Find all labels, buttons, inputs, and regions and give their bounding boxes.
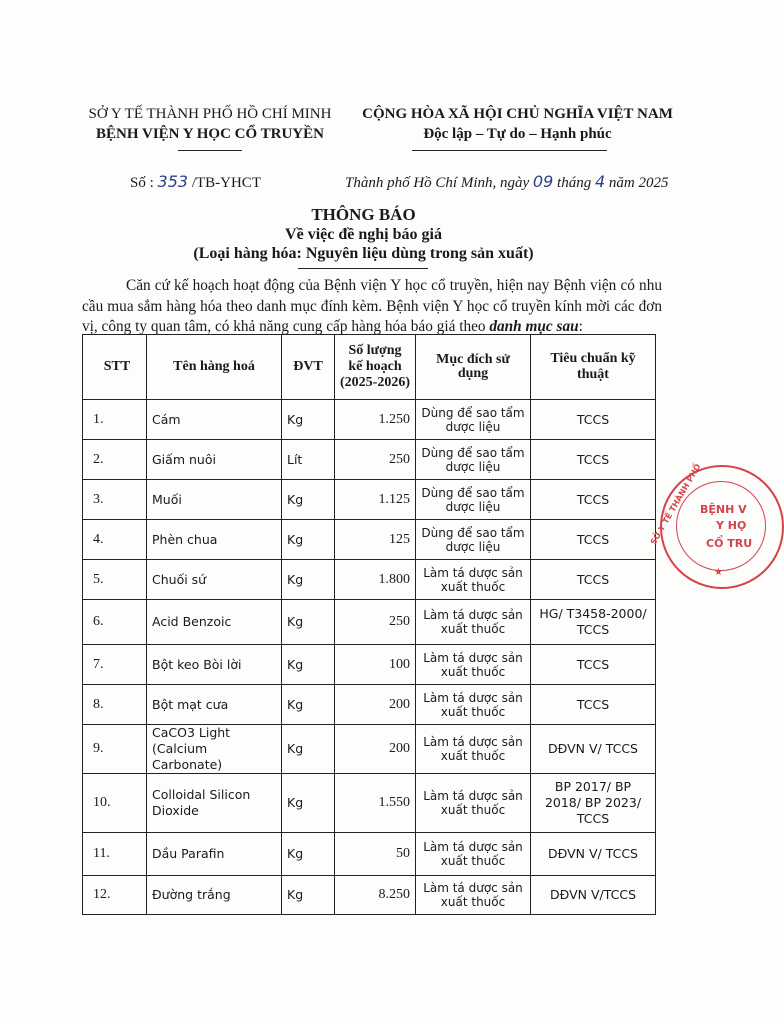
title-underline xyxy=(298,268,428,269)
seal-line-1: BỆNH V xyxy=(700,503,747,516)
col-header-qty: Số lượng kế hoạch (2025-2026) xyxy=(335,335,416,400)
goods-table xyxy=(82,334,656,915)
cell-unit: Kg xyxy=(282,480,335,520)
cell-name: Giấm nuôi xyxy=(147,440,282,480)
cell-unit: Kg xyxy=(282,600,335,645)
table-row xyxy=(83,725,656,774)
cell-name: Phèn chua xyxy=(147,520,282,560)
cell-purpose: Làm tá dược sản xuất thuốc xyxy=(416,600,531,645)
cell-qty: 1.550 xyxy=(335,774,416,833)
cell-purpose: Làm tá dược sản xuất thuốc xyxy=(416,774,531,833)
cell-stt: 6. xyxy=(83,600,147,645)
cell-qty: 100 xyxy=(335,645,416,685)
document-number: Số : 353 /TB-YHCT xyxy=(130,172,261,191)
cell-name: Muối xyxy=(147,480,282,520)
table-header-row xyxy=(83,335,656,400)
cell-standard: HG/ T3458-2000/ TCCS xyxy=(531,600,656,645)
table-row xyxy=(83,400,656,440)
intro-paragraph: Căn cứ kế hoạch hoạt động của Bệnh viện Y học cổ truyền, hiện nay Bệnh viện có nhu cầu mua sắm hàng hóa theo danh mục đính kèm. Bệnh viện Y học cổ truyền kính mời các đơn vị, công ty quan tâm, có khả năng cung cấp hàng hóa báo giá theo danh mục sau: xyxy=(82,277,662,335)
table-row xyxy=(83,600,656,645)
cell-name: Bột mạt cưa xyxy=(147,685,282,725)
cell-qty: 8.250 xyxy=(335,876,416,915)
national-header xyxy=(340,104,695,144)
cell-name: Dầu Parafin xyxy=(147,833,282,876)
cell-purpose: Làm tá dược sản xuất thuốc xyxy=(416,725,531,774)
cell-name: Colloidal Silicon Dioxide xyxy=(147,774,282,833)
cell-stt: 8. xyxy=(83,685,147,725)
cell-unit: Kg xyxy=(282,645,335,685)
cell-stt: 2. xyxy=(83,440,147,480)
table-row xyxy=(83,480,656,520)
cell-standard: TCCS xyxy=(531,645,656,685)
country-name: CỘNG HÒA XÃ HỘI CHỦ NGHĨA VIỆT NAM xyxy=(362,106,673,122)
cell-name: Chuối sứ xyxy=(147,560,282,600)
col-header-name: Tên hàng hoá xyxy=(147,335,282,400)
cell-standard: TCCS xyxy=(531,480,656,520)
cell-stt: 10. xyxy=(83,774,147,833)
col-header-purpose: Mục đích sử dụng xyxy=(416,335,531,400)
cell-unit: Kg xyxy=(282,774,335,833)
cell-stt: 5. xyxy=(83,560,147,600)
table-row xyxy=(83,560,656,600)
cell-purpose: Làm tá dược sản xuất thuốc xyxy=(416,645,531,685)
date-line: Thành phố Hồ Chí Minh, ngày 09 tháng 4 năm 2025 xyxy=(345,172,669,191)
cell-qty: 250 xyxy=(335,440,416,480)
handwritten-number: 353 xyxy=(157,172,189,191)
cell-standard: DĐVN V/TCCS xyxy=(531,876,656,915)
cell-unit: Kg xyxy=(282,725,335,774)
ministry-name: SỞ Y TẾ THÀNH PHỐ HỒ CHÍ MINH xyxy=(88,106,332,122)
cell-standard: TCCS xyxy=(531,560,656,600)
cell-unit: Kg xyxy=(282,876,335,915)
cell-qty: 200 xyxy=(335,685,416,725)
table-row xyxy=(83,833,656,876)
motto: Độc lập – Tự do – Hạnh phúc xyxy=(423,126,612,142)
cell-stt: 12. xyxy=(83,876,147,915)
cell-qty: 125 xyxy=(335,520,416,560)
cell-name: Cám xyxy=(147,400,282,440)
seal-line-2: Y HỌ xyxy=(716,519,747,532)
cell-standard: TCCS xyxy=(531,685,656,725)
cell-name: Acid Benzoic xyxy=(147,600,282,645)
handwritten-month: 4 xyxy=(594,172,606,191)
official-seal xyxy=(648,462,784,589)
cell-qty: 1.250 xyxy=(335,400,416,440)
cell-unit: Kg xyxy=(282,685,335,725)
header-left-underline xyxy=(178,150,242,151)
cell-purpose: Làm tá dược sản xuất thuốc xyxy=(416,876,531,915)
agency-header xyxy=(60,104,360,144)
cell-stt: 1. xyxy=(83,400,147,440)
col-header-unit: ĐVT xyxy=(282,335,335,400)
cell-purpose: Dùng để sao tẩm dược liệu xyxy=(416,480,531,520)
cell-qty: 200 xyxy=(335,725,416,774)
col-header-stt: STT xyxy=(83,335,147,400)
cell-unit: Kg xyxy=(282,520,335,560)
cell-qty: 1.800 xyxy=(335,560,416,600)
cell-purpose: Làm tá dược sản xuất thuốc xyxy=(416,685,531,725)
cell-standard: BP 2017/ BP 2018/ BP 2023/ TCCS xyxy=(531,774,656,833)
cell-name: CaCO3 Light (Calcium Carbonate) xyxy=(147,725,282,774)
seal-star-icon: ★ xyxy=(714,567,723,578)
cell-qty: 250 xyxy=(335,600,416,645)
cell-stt: 9. xyxy=(83,725,147,774)
document-category: (Loại hàng hóa: Nguyên liệu dùng trong sản xuất) xyxy=(193,245,534,262)
cell-unit: Lít xyxy=(282,440,335,480)
cell-stt: 3. xyxy=(83,480,147,520)
cell-stt: 7. xyxy=(83,645,147,685)
table-row xyxy=(83,685,656,725)
table-row xyxy=(83,774,656,833)
handwritten-day: 09 xyxy=(532,172,554,191)
seal-ring-text: SỞ Y TẾ THÀNH PHỐ xyxy=(648,462,703,547)
cell-purpose: Làm tá dược sản xuất thuốc xyxy=(416,833,531,876)
cell-purpose: Làm tá dược sản xuất thuốc xyxy=(416,560,531,600)
cell-unit: Kg xyxy=(282,833,335,876)
cell-qty: 50 xyxy=(335,833,416,876)
cell-purpose: Dùng để sao tẩm dược liệu xyxy=(416,520,531,560)
table-row xyxy=(83,876,656,915)
cell-name: Bột keo Bòi lời xyxy=(147,645,282,685)
cell-name: Đường trắng xyxy=(147,876,282,915)
hospital-name: BỆNH VIỆN Y HỌC CỔ TRUYỀN xyxy=(96,126,324,142)
document-subtitle: Về việc đề nghị báo giá xyxy=(285,226,442,243)
header-right-underline xyxy=(412,150,607,151)
cell-standard: TCCS xyxy=(531,400,656,440)
cell-standard: TCCS xyxy=(531,520,656,560)
cell-purpose: Dùng để sao tẩm dược liệu xyxy=(416,440,531,480)
seal-line-3: CỔ TRU xyxy=(706,537,753,550)
cell-purpose: Dùng để sao tẩm dược liệu xyxy=(416,400,531,440)
cell-stt: 11. xyxy=(83,833,147,876)
cell-stt: 4. xyxy=(83,520,147,560)
intro-emphasis: danh mục sau xyxy=(489,318,579,335)
cell-standard: TCCS xyxy=(531,440,656,480)
table-row xyxy=(83,440,656,480)
col-header-standard: Tiêu chuẩn kỹ thuật xyxy=(531,335,656,400)
cell-qty: 1.125 xyxy=(335,480,416,520)
cell-standard: DĐVN V/ TCCS xyxy=(531,833,656,876)
cell-unit: Kg xyxy=(282,560,335,600)
cell-standard: DĐVN V/ TCCS xyxy=(531,725,656,774)
table-row xyxy=(83,645,656,685)
cell-unit: Kg xyxy=(282,400,335,440)
table-row xyxy=(83,520,656,560)
document-title: THÔNG BÁO xyxy=(311,205,416,224)
